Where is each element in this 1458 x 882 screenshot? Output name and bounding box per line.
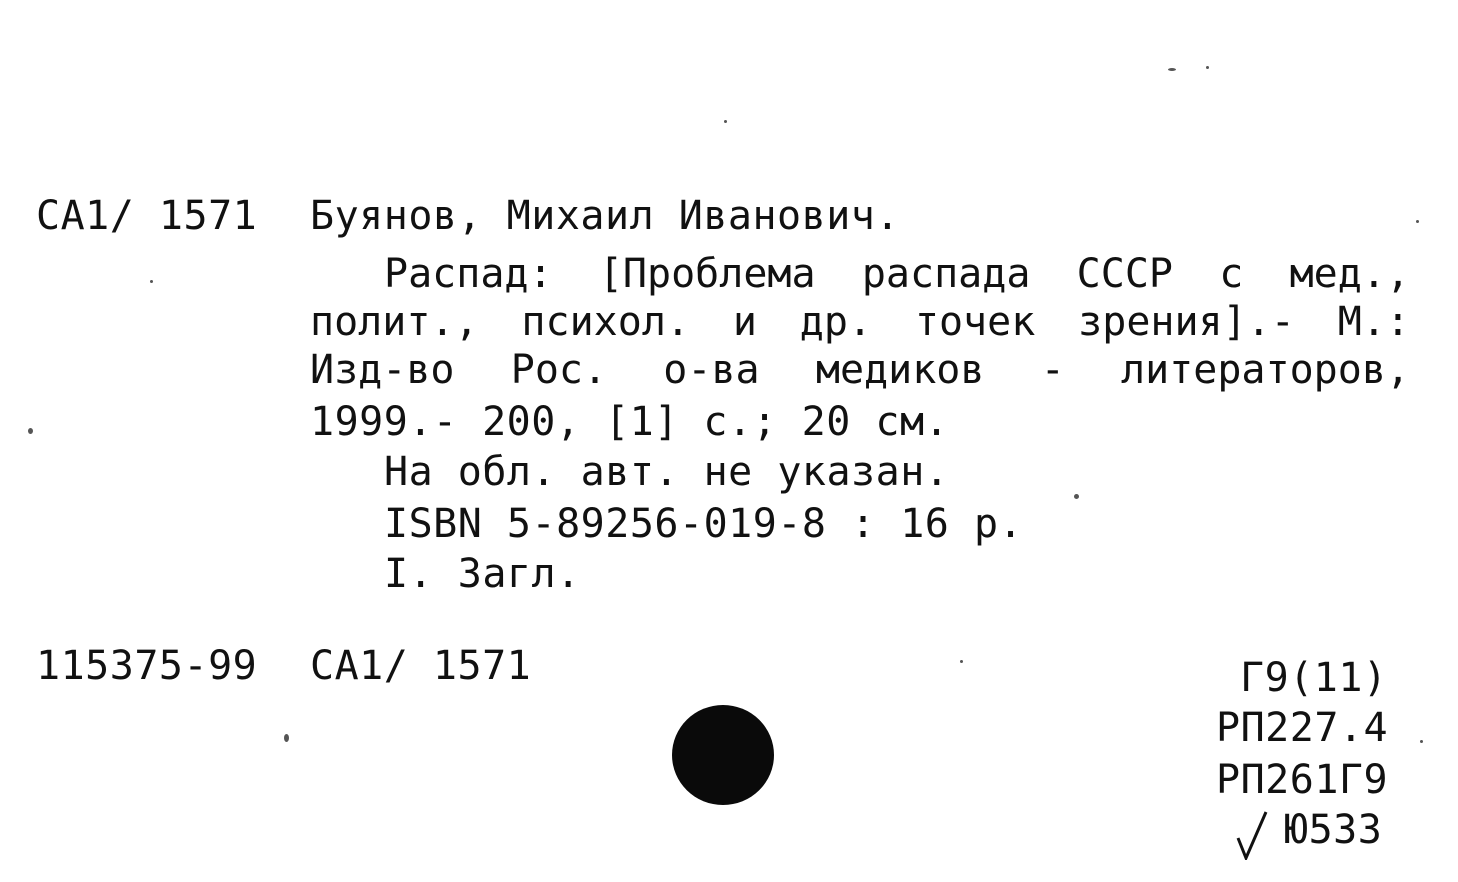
classification-3: РП261Г9 (1216, 757, 1389, 803)
classification-1: Г9(11) (1240, 655, 1388, 701)
scan-speck (284, 734, 289, 742)
scan-speck (1416, 220, 1419, 223)
scan-speck (1074, 494, 1079, 499)
description-line-4: 1999.- 200, [1] с.; 20 см. (310, 399, 950, 445)
checkmark-icon (1236, 808, 1276, 860)
description-line-2: полит., психол. и др. точек зрения].- М.: (310, 299, 1410, 345)
scan-speck (1168, 68, 1176, 71)
description-line-3: Изд-во Рос. о-ва медиков - литераторов, (310, 347, 1410, 393)
author-heading: Буянов, Михаил Иванович. (310, 193, 900, 239)
record-number: 115375-99 (36, 643, 258, 689)
scan-speck (1420, 740, 1423, 743)
scan-speck (28, 428, 33, 434)
scan-speck (150, 280, 153, 283)
classification-2: РП227.4 (1216, 705, 1389, 751)
shelf-mark: CA1/ 1571 (36, 193, 258, 239)
scan-speck (960, 660, 963, 663)
isbn: ISBN 5-89256-019-8 : 16 р. (384, 501, 1024, 547)
checked-code: Ю533 (1284, 807, 1383, 853)
note: На обл. авт. не указан. (384, 449, 950, 495)
scan-speck (1206, 66, 1209, 69)
description-line-1: Распад: [Проблема распада СССР с мед., (384, 251, 1410, 297)
tracing: I. Загл. (384, 551, 581, 597)
scan-speck (724, 120, 727, 123)
shelf-mark-bottom: CA1/ 1571 (310, 643, 532, 689)
punch-hole (672, 705, 774, 805)
